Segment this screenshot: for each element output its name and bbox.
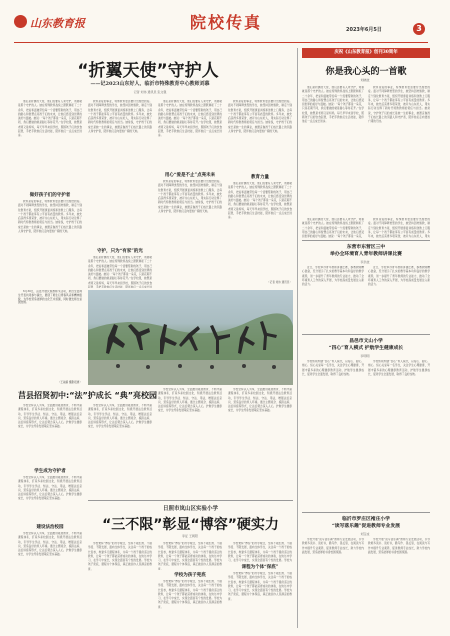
article-2-subhead-2: 建设法治校园 (36, 525, 64, 530)
article-3-col-2b: 学校秉持“博容”的办学理念，坚持不限生源、不限学段、不限发展，面向全体学生，关注每一个孩子的成长需求，构建多元课程体系，为每一个孩子提供适合的教育，让每一个孩子都能获得成功的体验，在快乐中学习，在学习中成长，实现全面而有个性的发展。学校为孩子兜底，课程为个体保底，真正做到办人民满意的教育。 (158, 580, 222, 609)
brief-3-body-2: 学校开展“读写落乐趣”教师专业发展活动，引导教师多读书、读好书，勤写作、善反思，在阅读与写作中提升专业素养，促进教师专业成长，助力学校内涵发展，营造浓厚的书香校园氛围。 (368, 538, 430, 554)
headline-3-byline: 李征 王朝阳 (182, 534, 198, 538)
logo-seal-icon (14, 15, 27, 28)
article-2-col-3: 学校坚持以人为本，全面推进素质教育，不断丰富课程体系，打造多彩校园文化，积极开展法治教育活动，引导学生学法、知法、守法、用法，增强法治意识，营造良好的育人环境。通过主题班会、模拟法庭、法治讲座等形式，让法治观念深入人心，护航学生健康成长，为学生终身发展奠定坚实基础。 (158, 388, 222, 413)
article-2-subhead-1: 学生成为守护者 (34, 469, 66, 474)
article-2-col-2: 学校坚持以人为本，全面推进素质教育，不断丰富课程体系，打造多彩校园文化，积极开展法治教育活动，引导学生学法、知法、守法、用法，增强法治意识，营造良好的育人环境。通过主题班会、模拟法庭、法治讲座等形式，让法治观念深入人心，护航学生健康成长，为学生终身发展奠定坚实基础。 (88, 404, 152, 429)
column-body-1: 他们是折翼的天使，他们需要有人来守护，刘慕就是那个守护的人。她在特殊教育战线上默默耕耘了二十余年，把爱和温暖带给每一个需要帮助的孩子，用自己的耐心和智慧点亮孩子们的未来，让他们感受到世界的美好与温暖。她说：“每个孩子都是一朵花，只是花期不同，我们要做的就是耐心等待花开。”在学校里，她既是老师又是妈妈，每天早早来到学校，照顾孩子们的饮食起居，手把手教他们生活技能，陪伴他们一点点成长进步。 (302, 86, 364, 124)
article-1-col-2: 教育是爱的事业，特殊教育更需要付出加倍的爱。面对不同障碍类型的学生，她坚持因材施教，制定个别化教育方案，组织开展康复训练和送教上门服务，让每一个孩子都能享有公平而有质量的教育。多年来，她先后获得多项荣誉，被评为山东好人，用实际行动诠释了新时代特教教师的责任与担当。她常说，守护孩子们的成长是她一生的事业，她愿意做孩子们成长路上的引路人和守护者，陪伴他们走向更加广阔的天地。 (88, 100, 152, 134)
page-number: 3 (416, 24, 422, 33)
headline-2: 莒县招贤初中:“法”护成长 “典”亮校园 (18, 391, 158, 400)
anniversary-banner-text: 庆祝《山东教育报》创刊30周年 (334, 50, 398, 55)
article-1-col-3b: 教育是爱的事业，特殊教育更需要付出加倍的爱。面对不同障碍类型的学生，她坚持因材施教，制定个别化教育方案，组织开展康复训练和送教上门服务，让每一个孩子都能享有公平而有质量的教育。多年来，她先后获得多项荣誉，被评为山东好人，用实际行动诠释了新时代特教教师的责任与担当。她常说，守护孩子们的成长是她一生的事业，她愿意做孩子们成长路上的引路人和守护者，陪伴他们走向更加广阔的天地。 (158, 180, 222, 214)
brief-1-body-2: 近日，学校举办青年教师讲课比赛，参赛教师精心准备，充分展示了扎实的教学基本功和良好的教学素养，进一步提升了青年教师的专业能力，推动了全环境育人工作的深入开展，为学校高质量发展注入新的活力。 (368, 266, 430, 287)
article-3-col-3: 学校秉持“博容”的办学理念，坚持不限生源、不限学段、不限发展，面向全体学生，关注每一个孩子的成长需求，构建多元课程体系，为每一个孩子提供适合的教育，让每一个孩子都能获得成功的体验，在快乐中学习，在学习中成长，实现全面而有个性的发展。学校为 (228, 542, 292, 562)
headline-1-subtitle: ——记2023山东好人、临沂市特殊教育中心教师刘慕 (90, 81, 210, 87)
dance-photo-scene (88, 290, 293, 385)
brief-2-title: 昌邑市文山小学 “四心”育人模式 护航学生健康成长 (328, 338, 404, 351)
dance-photo (88, 290, 293, 385)
headline-3: “三不限”彰显“博容”硬实力 (102, 517, 279, 533)
masthead-rule (14, 42, 428, 43)
headline-3-kicker: 日照市岚山区实验小学 (162, 506, 218, 512)
logo-text: 山东教育报 (30, 17, 85, 30)
article-1-subhead-4: 教育力量 (251, 175, 269, 180)
column-title: 你是我心头的一首歌 (325, 67, 407, 77)
brief-1-rule (302, 240, 430, 241)
brief-1-title: 东营市东营区三中 举办全环境育人青年教师讲课比赛 (330, 244, 402, 257)
brief-3-rule (302, 512, 430, 513)
masthead (0, 0, 450, 42)
article-2-col-1: 学校坚持以人为本，全面推进素质教育，不断丰富课程体系，打造多彩校园文化，积极开展法治教育活动，引导学生学法、知法、守法、用法，增强法治意识，营造良好的育人环境。通过主题班会、模拟法庭、法治讲座等形式，让法治观念深入人心，护航学生健康成长，为学生终身发展奠定坚实基础。 (18, 404, 82, 429)
brief-2-body-1: 学校积极构建“四心”育人模式，以爱心、耐心、细心、恒心关爱每一名学生，关注学生心理健康，开展丰富多彩的心理健康教育活动，护航学生健康成长，促进学生全面发展，取得了良好成效。 (302, 360, 364, 376)
article-3-col-2: 学校秉持“博容”的办学理念，坚持不限生源、不限学段、不限发展，面向全体学生，关注每一个孩子的成长需求，构建多元课程体系，为每一个孩子提供适合的教育，让每一个孩子都能获得成功的体验，在快乐中学习，在学习中成长，实现全面而有个性的发展。学校为孩子兜底，课程为个体保底，真正做到办人民满意的教育。 (158, 542, 222, 570)
article-2-col-1b: 学校坚持以人为本，全面推进素质教育，不断丰富课程体系，打造多彩校园文化，积极开展法治教育活动，引导学生学法、知法、守法、用法，增强法治意识，营造良好的育人环境。通过主题班会、模拟法庭、法治讲座等形式，让法治观念深入人心，护航学生健康成长，为学生终身发展奠定坚实基础。 (18, 476, 82, 501)
article-1-subhead-1: 做好孩子们的守护者 (29, 193, 71, 198)
article-1-subhead-3: 用心“爱是不止”点亮未来 (164, 173, 216, 178)
brief-2-author: 李明明 (360, 354, 370, 358)
brief-3-author: 刘宝成 (360, 532, 370, 536)
paper-logo (14, 13, 92, 33)
brief-2-rule (302, 334, 430, 335)
column-body-3: 他们是折翼的天使，他们需要有人来守护，刘慕就是那个守护的人。她在特殊教育战线上默默耕耘了二十余年，把爱和温暖带给每一个需要帮助的孩子，用自己的耐心和智慧点亮孩子们的未来，让他们感受到世界的美好与温暖。她说：“每个孩子都是一朵花， (302, 218, 364, 238)
section-title: 院校传真 (190, 13, 263, 32)
brief-3-title: 临沂市罗庄区褚庄小学 “读写落乐趣”促进教师专业发展 (332, 516, 400, 529)
photo-stage (88, 360, 293, 385)
column-divider (297, 48, 298, 628)
column-body-4: 教育是爱的事业，特殊教育更需要付出加倍的爱。面对不同障碍类型的学生，她坚持因材施教，制定个别化教育方案，组织开展康复训练和送教上门服务，让每一个孩子都能享有公平而有质量的教育。多年来，她先后获得多项荣誉，被评为山东好人，用实 (368, 218, 430, 238)
article-3-rule (88, 500, 293, 501)
article-1-col-3: 他们是折翼的天使，他们需要有人来守护，刘慕就是那个守护的人。她在特殊教育战线上默默耕耘了二十余年，把爱和温暖带给每一个需要帮助的孩子，用自己的耐心和智慧点亮孩子们的未来，让他们感受到世界的美好与温暖。她说：“每个孩子都是一朵花，只是花期不同，我们要做的就是耐心等待花开。”在学校里，她既是老师又是妈妈，每天早早来到学校，照顾孩子们的饮食起居，手把手教他们生活技能，陪伴他们一点点成长进步。 (158, 100, 222, 138)
brief-1-author: 李洪波 (360, 260, 370, 264)
brief-1-body-1: 近日，学校举办青年教师讲课比赛，参赛教师精心准备，充分展示了扎实的教学基本功和良好的教学素养，进一步提升了青年教师的专业能力，推动了全环境育人工作的深入开展，为学校高质量发展注入新的活力。 (302, 266, 364, 287)
article-2-col-4: 学校坚持以人为本，全面推进素质教育，不断丰富课程体系，打造多彩校园文化，积极开展法治教育活动，引导学生学法、知法、守法、用法，增强法治意识，营造良好的育人环境。通过主题班会、模拟法庭、法治讲座等形式，让法治观念深入人心，护航学生健康成长，为学生终身发展奠定坚实基础。 (228, 388, 292, 413)
brief-2-body-2: 学校积极构建“四心”育人模式，以爱心、耐心、细心、恒心关爱每一名学生，关注学生心理健康，开展丰富多彩的心理健康教育活动，护航学生健康成长，促进学生全面发展，取得了良好成效。 (368, 360, 430, 376)
article-1-col-4b: 他们是折翼的天使，他们需要有人来守护，刘慕就是那个守护的人。她在特殊教育战线上默默耕耘了二十余年，把爱和温暖带给每一个需要帮助的孩子，用自己的耐心和智慧点亮孩子们的未来，让他们感受到世界的美好与温暖。她说：“每个孩子都是一朵花，只是花期不同，我们要做的就是耐心等待花开。”在学校里，她既是老师又是妈妈，每天早早来到学校，照顾孩子们的饮食起居，手把手教他们生活技能，陪伴他们一点点成长进步。 (228, 182, 292, 220)
article-3-subhead-2: 课程为个体“保底” (241, 565, 279, 570)
article-1-subhead-2: 守护，只为“有家”的光 (97, 249, 143, 254)
article-1-col-1b: 教育是爱的事业，特殊教育更需要付出加倍的爱。面对不同障碍类型的学生，她坚持因材施教，制定个别化教育方案，组织开展康复训练和送教上门服务，让每一个孩子都能享有公平而有质量的教育。多年来，她先后获得多项荣誉，被评为山东好人，用实际行动诠释了新时代特教教师的责任与担当。她常说，守护孩子们的成长是她一生的事业，她愿意做孩子们成长路上的引路人和守护者，陪伴他们走向更加广阔的天地。 (18, 200, 82, 234)
article-3-col-1: 学校秉持“博容”的办学理念，坚持不限生源、不限学段、不限发展，面向全体学生，关注每一个孩子的成长需求，构建多元课程体系，为每一个孩子提供适合的教育，让每一个孩子都能获得成功的体验，在快乐中学习，在学习中成长，实现全面而有个性的发展。学校为孩子兜底，课程为个体保底，真正做到办人民满意的教育。 (88, 542, 152, 571)
issue-date: 2023年6月5日 (346, 27, 382, 33)
headline-1-byline: 记者 刘伟 通讯员 张文强 (133, 90, 167, 94)
photo-credit: （王淑娟 摄影报道） (57, 381, 82, 384)
article-1-col-4: 教育是爱的事业，特殊教育更需要付出加倍的爱。面对不同障碍类型的学生，她坚持因材施教，制定个别化教育方案，组织开展康复训练和送教上门服务，让每一个孩子都能享有公平而有质量的教育。多年来，她先后获得多项荣誉，被评为山东好人，用实际行动诠释了新时代特教教师的责任与担当。她常说，守护孩子们的成长是她一生的事业，她愿意做孩子们成长路上的引路人和守护者，陪伴他们走向更加广阔的天地。 (228, 100, 292, 134)
headline-1: “折翼天使”守护人 (77, 61, 219, 81)
article-3-subhead-1: 学校为孩子兜底 (174, 573, 206, 578)
column-body-2: 教育是爱的事业，特殊教育更需要付出加倍的爱。面对不同障碍类型的学生，她坚持因材施教，制定个别化教育方案，组织开展康复训练和送教上门服务，让每一个孩子都能享有公平而有质量的教育。多年来，她先后获得多项荣誉，被评为山东好人，用实际行动诠释了新时代特教教师的责任与担当。她常说，守护孩子们的成长是她一生的事业，她愿意做孩子们成长路上的引路人和守护者，陪伴他们走向更加广阔的天地。 (368, 86, 430, 124)
page-number-badge (413, 23, 425, 35)
brief-3-body-1: 学校开展“读写落乐趣”教师专业发展活动，引导教师多读书、读好书，勤写作、善反思，在阅读与写作中提升专业素养，促进教师专业成长，助力学校内涵发展，营造浓厚的书香校园氛围。 (302, 538, 364, 554)
article-1-col-1: 他们是折翼的天使，他们需要有人来守护，刘慕就是那个守护的人。她在特殊教育战线上默默耕耘了二十余年，把爱和温暖带给每一个需要帮助的孩子，用自己的耐心和智慧点亮孩子们的未来，让他们感受到世界的美好与温暖。她说：“每个孩子都是一朵花，只是花期不同，我们要做的就是耐心等待花开。”在学校里，她既是老师又是妈妈，每天早早来到学校，照顾孩子们的饮食起居，手把手教他们生活技能，陪伴他们一点点成长进步。 (18, 100, 82, 138)
photo-caption: 6月30日，莒县开展庆祝教师节活动，来自全县师生代表共同参与演出，展现了师生们青春风采和精神面貌，为学校营造浓厚的文化艺术氛围，同时激发师生爱国热情。 (18, 290, 82, 305)
article-1-col-2b: 他们是折翼的天使，他们需要有人来守护，刘慕就是那个守护的人。她在特殊教育战线上默默耕耘了二十余年，把爱和温暖带给每一个需要帮助的孩子，用自己的耐心和智慧点亮孩子们的未来，让他们感受到世界的美好与温暖。她说：“每个孩子都是一朵花，只是花期不同，我们要做的就是耐心等待花开。”在学校里，她既是老师又是妈妈，每天早早来到学校，照顾孩子们的饮食起居，手把手教他们生活技能，陪伴他们一点点成长进 (88, 256, 152, 288)
article-3-col-3b: 学校秉持“博容”的办学理念，坚持不限生源、不限学段、不限发展，面向全体学生，关注每一个孩子的成长需求，构建多元课程体系，为每一个孩子提供适合的教育，让每一个孩子都能获得成功的体验，在快乐中学习，在学习中成长，实现全面而有个性的发展。学校为孩子兜底，课程为个体保底，真正做到办人民满意的教育。 (228, 572, 292, 601)
column-author: 刘晓波 (360, 78, 370, 82)
article-1-footnote: （记者 刘伟 通讯员） (267, 281, 292, 284)
anniversary-banner (302, 48, 430, 58)
article-2-col-1c: 学校坚持以人为本，全面推进素质教育，不断丰富课程体系，打造多彩校园文化，积极开展法治教育活动，引导学生学法、知法、守法、用法，增强法治意识，营造良好的育人环境。通过主题班会、模拟法庭、法治讲座等形式，让法治观念深入人心，护航学生健康成长，为学生终身发展奠定坚实基础。 (18, 532, 82, 557)
